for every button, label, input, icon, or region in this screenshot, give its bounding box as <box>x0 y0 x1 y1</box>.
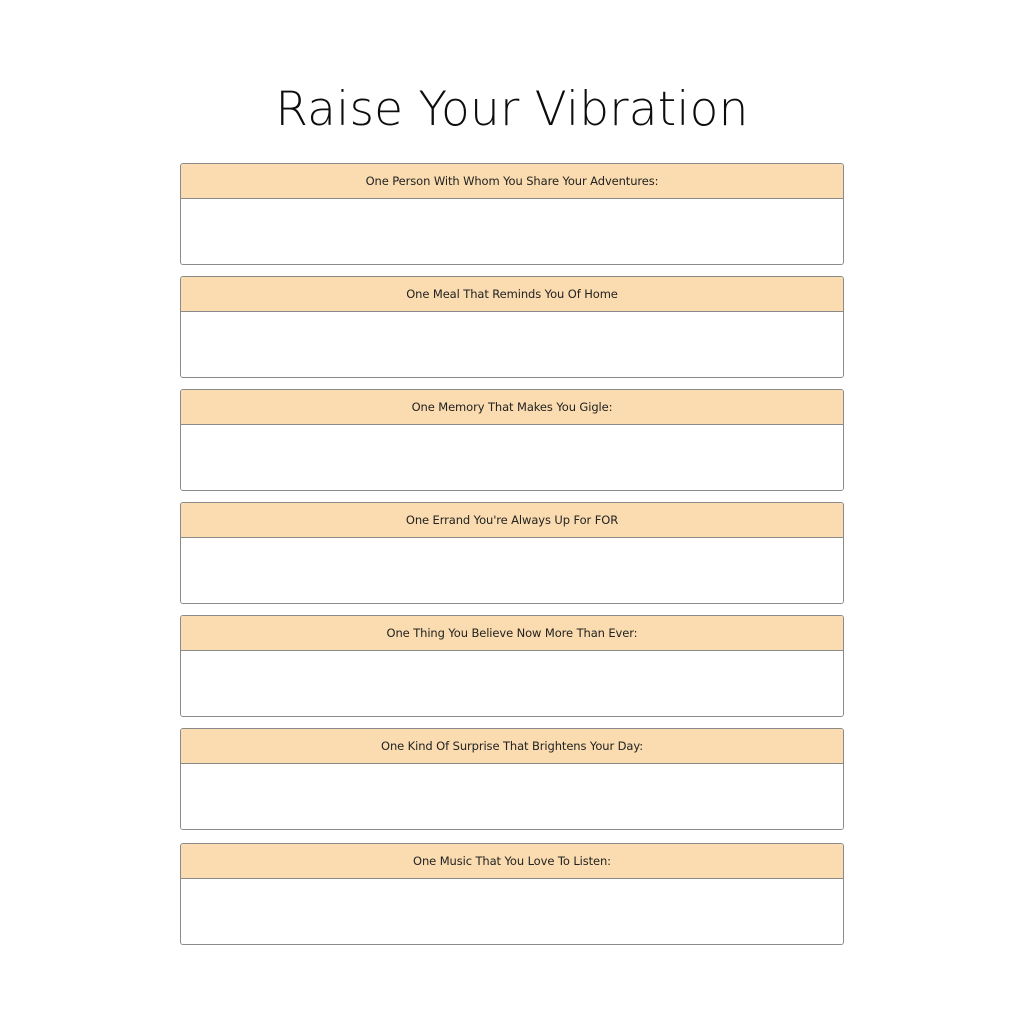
prompt-label: One Memory That Makes You Gigle: <box>181 390 843 425</box>
prompt-card-memory <box>180 389 844 491</box>
prompt-card-belief <box>180 615 844 717</box>
answer-field[interactable] <box>181 764 843 830</box>
answer-field[interactable] <box>181 425 843 491</box>
prompt-card-errand <box>180 502 844 604</box>
prompt-label: One Music That You Love To Listen: <box>181 844 843 879</box>
answer-field[interactable] <box>181 879 843 945</box>
prompt-list <box>180 163 844 956</box>
prompt-card-music <box>180 843 844 945</box>
page-title: Raise Your Vibration <box>275 82 749 137</box>
answer-field[interactable] <box>181 651 843 717</box>
answer-field[interactable] <box>181 199 843 265</box>
prompt-label: One Errand You're Always Up For FOR <box>181 503 843 538</box>
answer-field[interactable] <box>181 538 843 604</box>
prompt-card-surprise <box>180 728 844 830</box>
prompt-label: One Kind Of Surprise That Brightens Your Day: <box>181 729 843 764</box>
answer-field[interactable] <box>181 312 843 378</box>
prompt-card-adventures <box>180 163 844 265</box>
prompt-label: One Thing You Believe Now More Than Ever: <box>181 616 843 651</box>
prompt-label: One Meal That Reminds You Of Home <box>181 277 843 312</box>
prompt-label: One Person With Whom You Share Your Adventures: <box>181 164 843 199</box>
prompt-card-meal <box>180 276 844 378</box>
